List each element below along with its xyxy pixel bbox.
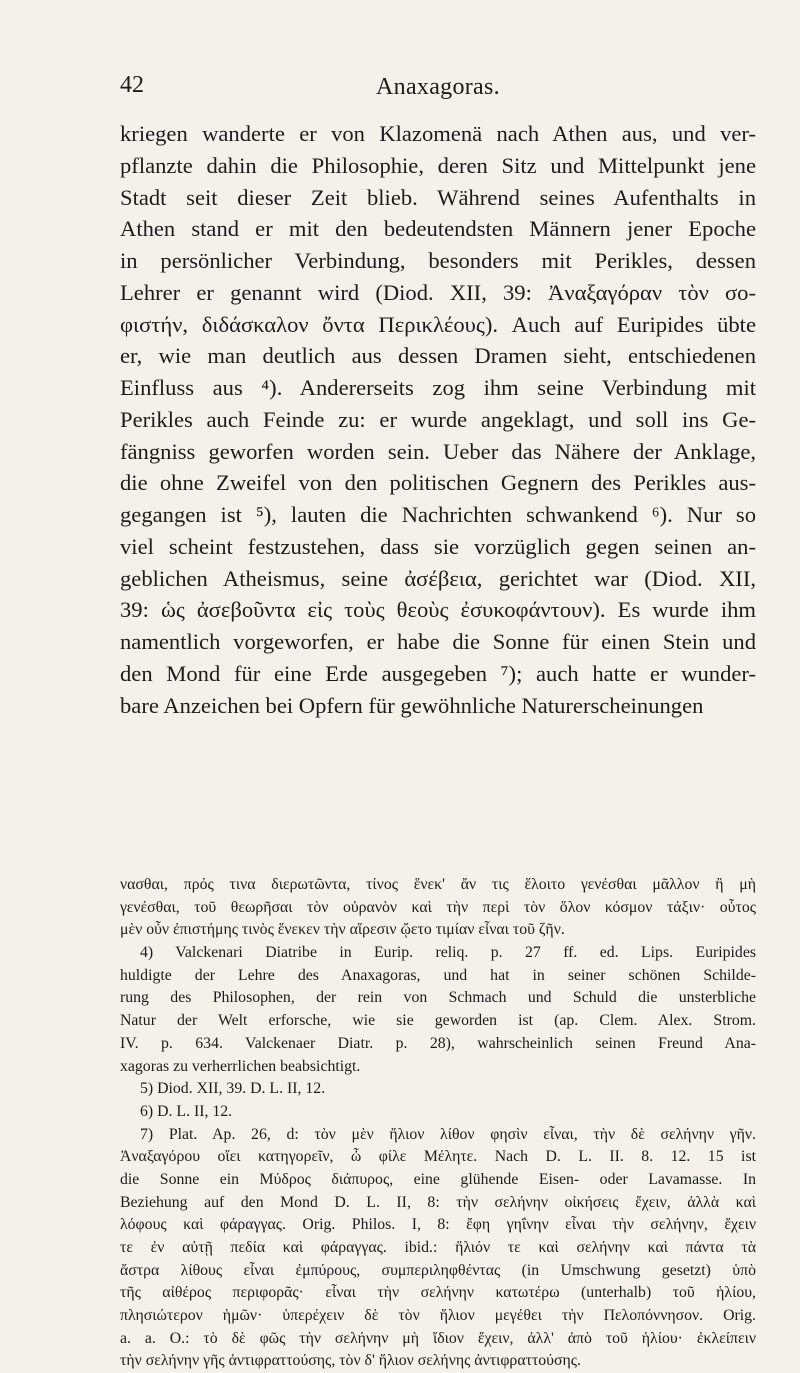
- running-title: Anaxagoras.: [376, 74, 500, 100]
- footnote-line: 7) Plat. Ap. 26, d: τὸν μὲν ἥλιον λίθον φησὶν εἶναι, τὴν δὲ σελήνην γῆν.: [140, 1125, 756, 1143]
- text-line: 39: ὡς ἀσεβοῦντα εἰς τοὺς θεοὺς ἐσυκοφάντουν). Es wurde ihm: [120, 597, 756, 623]
- text-line: den Mond für eine Erde ausgegeben ⁷); auch hatte er wunder-: [120, 660, 756, 686]
- text-line: gegangen ist ⁵), lauten die Nachrichten schwankend ⁶). Nur so: [120, 502, 756, 527]
- text-line: pflanzte dahin die Philosophie, deren Sitz und Mittelpunkt jene: [120, 152, 756, 178]
- footnote-line: IV. p. 634. Valckenaer Diatr. p. 28), wahrscheinlich seinen Freund Ana-: [120, 1034, 756, 1052]
- text-line: Perikles auch Feinde zu: er wurde angeklagt, und soll ins Ge-: [120, 406, 756, 432]
- footnote-line: a. a. O.: τὸ δὲ φῶς τὴν σελήνην μὴ ἴδιον ἔχειν, ἀλλ' ἀπὸ τοῦ ἡλίου· ἐκλείπειν: [120, 1329, 756, 1347]
- text-line: die ohne Zweifel von den politischen Gegnern des Perikles aus-: [120, 470, 756, 496]
- footnote-line: ἄστρα λίθους εἶναι ἐμπύρους, συμπεριληφθέντας (in Umschwung gesetzt) ὑπὸ: [120, 1261, 756, 1279]
- footnote-line: huldigte der Lehre des Anaxagoras, und hat in seiner schönen Schilde-: [120, 966, 756, 984]
- footnote-line: Beziehung auf den Mond D. L. II, 8: τὴν σελήνην οἰκήσεις ἔχειν, ἀλλὰ καὶ: [120, 1193, 756, 1211]
- text-line: Einfluss aus ⁴). Andererseits zog ihm seine Verbindung mit: [120, 375, 756, 400]
- footnote-line: λόφους καὶ φάραγγας. Orig. Philos. I, 8: ἔφη γηΐνην εἶναι τὴν σελήνην, ἔχειν: [120, 1216, 756, 1234]
- footnote-line: τε ἐν αὐτῇ πεδία καὶ φάραγγας. ibid.: ἥλιόν τε καὶ σελήνην καὶ πάντα τὰ: [120, 1239, 756, 1256]
- text-line: kriegen wanderte er von Klazomenä nach Athen aus, und ver-: [120, 121, 756, 146]
- text-line: namentlich vorgeworfen, er habe die Sonne für einen Stein und: [120, 629, 756, 654]
- footnote-line: γενέσθαι, τοῦ θεωρῆσαι τὸν οὐρανὸν καὶ τὴν περὶ τὸν ὅλον κόσμον τάξιν· οὗτος: [120, 898, 756, 916]
- footnote-line: τῆς αἰθέρος περιφορᾶς· εἶναι τὴν σελήνην κατωτέρω (unterhalb) τοῦ ἡλίου,: [120, 1284, 756, 1302]
- footnote-line: 6) D. L. II, 12.: [140, 1102, 233, 1120]
- text-line: φιστήν, διδάσκαλον ὄντα Περικλέους). Auch auf Euripides übte: [120, 311, 756, 337]
- footnote-line: xagoras zu verherrlichen beabsichtigt.: [120, 1057, 361, 1075]
- text-line: Lehrer er genannt wird (Diod. XII, 39: Ἀναξαγόραν τὸν σο-: [120, 279, 756, 305]
- text-line: viel scheint festzustehen, dass sie vorzüglich gegen seinen an-: [120, 533, 756, 559]
- footnote-line: Ἀναξαγόρου οἴει κατηγορεῖν, ὦ φίλε Μέλητε. Nach D. L. II. 8. 12. 15 ist: [120, 1148, 756, 1166]
- text-line: geblichen Atheismus, seine ἀσέβεια, gerichtet war (Diod. XII,: [120, 565, 756, 591]
- footnote-line: 5) Diod. XII, 39. D. L. II, 12.: [140, 1080, 326, 1098]
- text-line: Stadt seit dieser Zeit blieb. Während seines Aufenthalts in: [120, 184, 756, 210]
- footnote-line: 4) Valckenari Diatribe in Eurip. reliq. p. 27 ff. ed. Lips. Euripides: [140, 944, 756, 962]
- text-line: fängniss geworfen worden sein. Ueber das Nähere der Anklage,: [120, 438, 756, 464]
- text-line: er, wie man deutlich aus dessen Dramen sieht, entschiedenen: [120, 343, 756, 369]
- main-text: [120, 118, 756, 721]
- footnote-line: rung des Philosophen, der rein von Schmach und Schuld die unsterbliche: [120, 989, 756, 1007]
- footnote-line: νασθαι, πρός τινα διερωτῶντα, τίνος ἕνεκ' ἄν τις ἕλοιτο γενέσθαι μᾶλλον ἢ μὴ: [120, 876, 756, 893]
- footnote-line: die Sonne ein Μύδρος διάπυρος, eine glühende Eisen- oder Lavamasse. In: [120, 1170, 756, 1188]
- footnote-line: Natur der Welt erforsche, wie sie geworden ist (ap. Clem. Alex. Strom.: [120, 1012, 756, 1030]
- footnote-line: τὴν σελήνην γῆς ἀντιφραττούσης, τὸν δ' ἥλιον σελήνης ἀντιφραττούσης.: [120, 1352, 581, 1370]
- page-number: 42: [120, 72, 144, 98]
- footnotes: [120, 874, 756, 1373]
- text-line: bare Anzeichen bei Opfern für gewöhnliche Naturerscheinungen: [120, 692, 704, 718]
- footnote-line: μὲν οὖν ἐπιστήμης τινὸς ἕνεκεν τὴν αἵρεσιν ᾤετο τιμίαν εἶναι τοῦ ζῆν.: [120, 921, 565, 939]
- footnote-line: πλησιώτερον ἡμῶν· ὑπερέχειν δὲ τὸν ἥλιον μεγέθει τὴν Πελοπόννησον. Orig.: [120, 1307, 756, 1325]
- page-header: [120, 66, 756, 106]
- text-line: Athen stand er mit den bedeutendsten Männern jener Epoche: [120, 216, 756, 242]
- text-line: in persönlicher Verbindung, besonders mit Perikles, dessen: [120, 248, 756, 273]
